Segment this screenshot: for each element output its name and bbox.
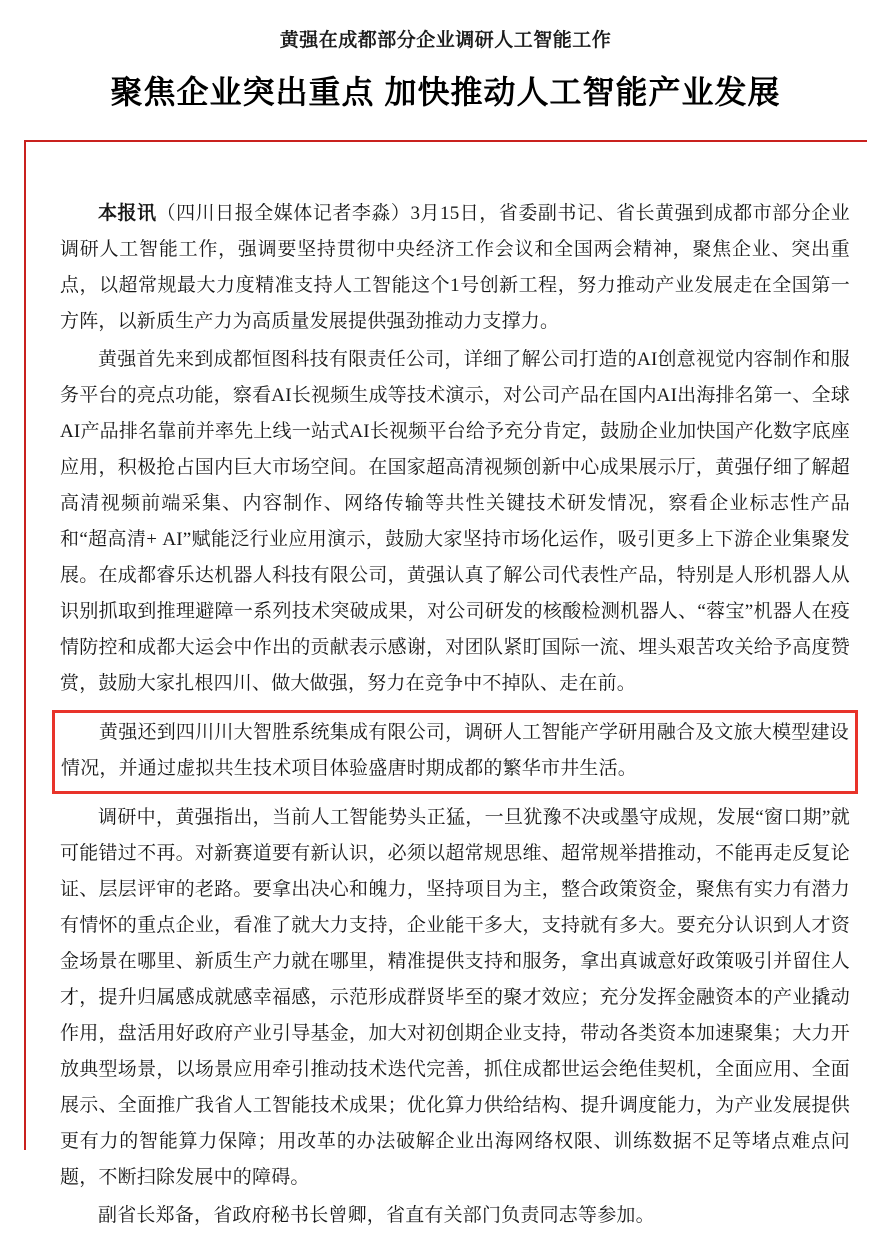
shoulder-title: 黄强在成都部分企业调研人工智能工作 — [279, 30, 612, 51]
left-accent-rule — [24, 140, 26, 1150]
lead-label: 本报讯 — [98, 203, 157, 224]
page-title: 聚焦企业突出重点 加快推动人工智能产业发展 — [110, 73, 781, 110]
paragraph-highlighted: 黄强还到四川川大智胜系统集成有限公司，调研人工智能产学研用融合及文旅大模型建设情况，并通过虚拟共生技术项目体验盛唐时期成都的繁华市井生活。 — [61, 722, 849, 779]
paragraph-4: 调研中，黄强指出，当前人工智能势头正猛，一旦犹豫不决或墨守成规，发展“窗口期”就可能错过不再。对新赛道要有新认识，必须以超常规思维、超常规举措推动，不能再走反复论证、层层评审的老路。要拿出决心和魄力，坚持项目为主，整合政策资金，聚焦有实力有潜力有情怀的重点企业，看准了就大力支持，企业能干多大，支持就有多大。要充分认识到人才资金场景在哪里、新质生产力就在哪里，精准提供支持和服务，拿出真诚意好政策吸引并留住人才，提升归属感成就感幸福感，示范形成群贤毕至的聚才效应；充分发挥金融资本的产业撬动作用，盘活用好政府产业引导基金，加大对初创期企业支持，带动各类资本加速聚集；大力开放典型场景，以场景应用牵引推动技术迭代完善，抓住成都世运会绝佳契机，全面应用、全面展示、全面推广我省人工智能技术成果；优化算力供给结构、提升调度能力，为产业发展提供更有力的智能算力保障；用改革的办法破解企业出海网络权限、训练数据不足等堵点难点问题，不断扫除发展中的障碍。 — [60, 807, 850, 1188]
paragraph-lead-text: （四川日报全媒体记者李淼）3月15日，省委副书记、省长黄强到成都市部分企业调研人工智能工作，强调要坚持贯彻中央经济工作会议和全国两会精神，聚焦企业、突出重点，以超常规最大力度精准支持人工智能这个1号创新工程，努力推动产业发展走在全国第一方阵，以新质生产力为高质量发展提供强劲推动力支撑力。 — [60, 203, 850, 332]
article-body — [60, 196, 850, 1236]
article-header — [0, 0, 891, 114]
header-divider — [24, 140, 867, 142]
paragraph-lead — [60, 196, 850, 340]
highlight-annotation-box — [52, 710, 858, 794]
paragraph-2: 黄强首先来到成都恒图科技有限责任公司，详细了解公司打造的AI创意视觉内容制作和服务平台的亮点功能，察看AI长视频生成等技术演示，对公司产品在国内AI出海排名第一、全球AI产品排名靠前并率先上线一站式AI长视频平台给予充分肯定，鼓励企业加快国产化数字底座应用，积极抢占国内巨大市场空间。在国家超高清视频创新中心成果展示厅，黄强仔细了解超高清视频前端采集、内容制作、网络传输等共性关键技术研发情况，察看企业标志性产品和“超高清+ AI”赋能泛行业应用演示，鼓励大家坚持市场化运作，吸引更多上下游企业集聚发展。在成都睿乐达机器人科技有限公司，黄强认真了解公司代表性产品，特别是人形机器人从识别抓取到推理避障一系列技术突破成果，对公司研发的核酸检测机器人、“蓉宝”机器人在疫情防控和成都大运会中作出的贡献表示感谢，对团队紧盯国际一流、埋头艰苦攻关给予高度赞赏，鼓励大家扎根四川、做大做强，努力在竞争中不掉队、走在前。 — [60, 349, 850, 694]
paragraph-5: 副省长郑备，省政府秘书长曾卿，省直有关部门负责同志等参加。 — [98, 1205, 655, 1226]
